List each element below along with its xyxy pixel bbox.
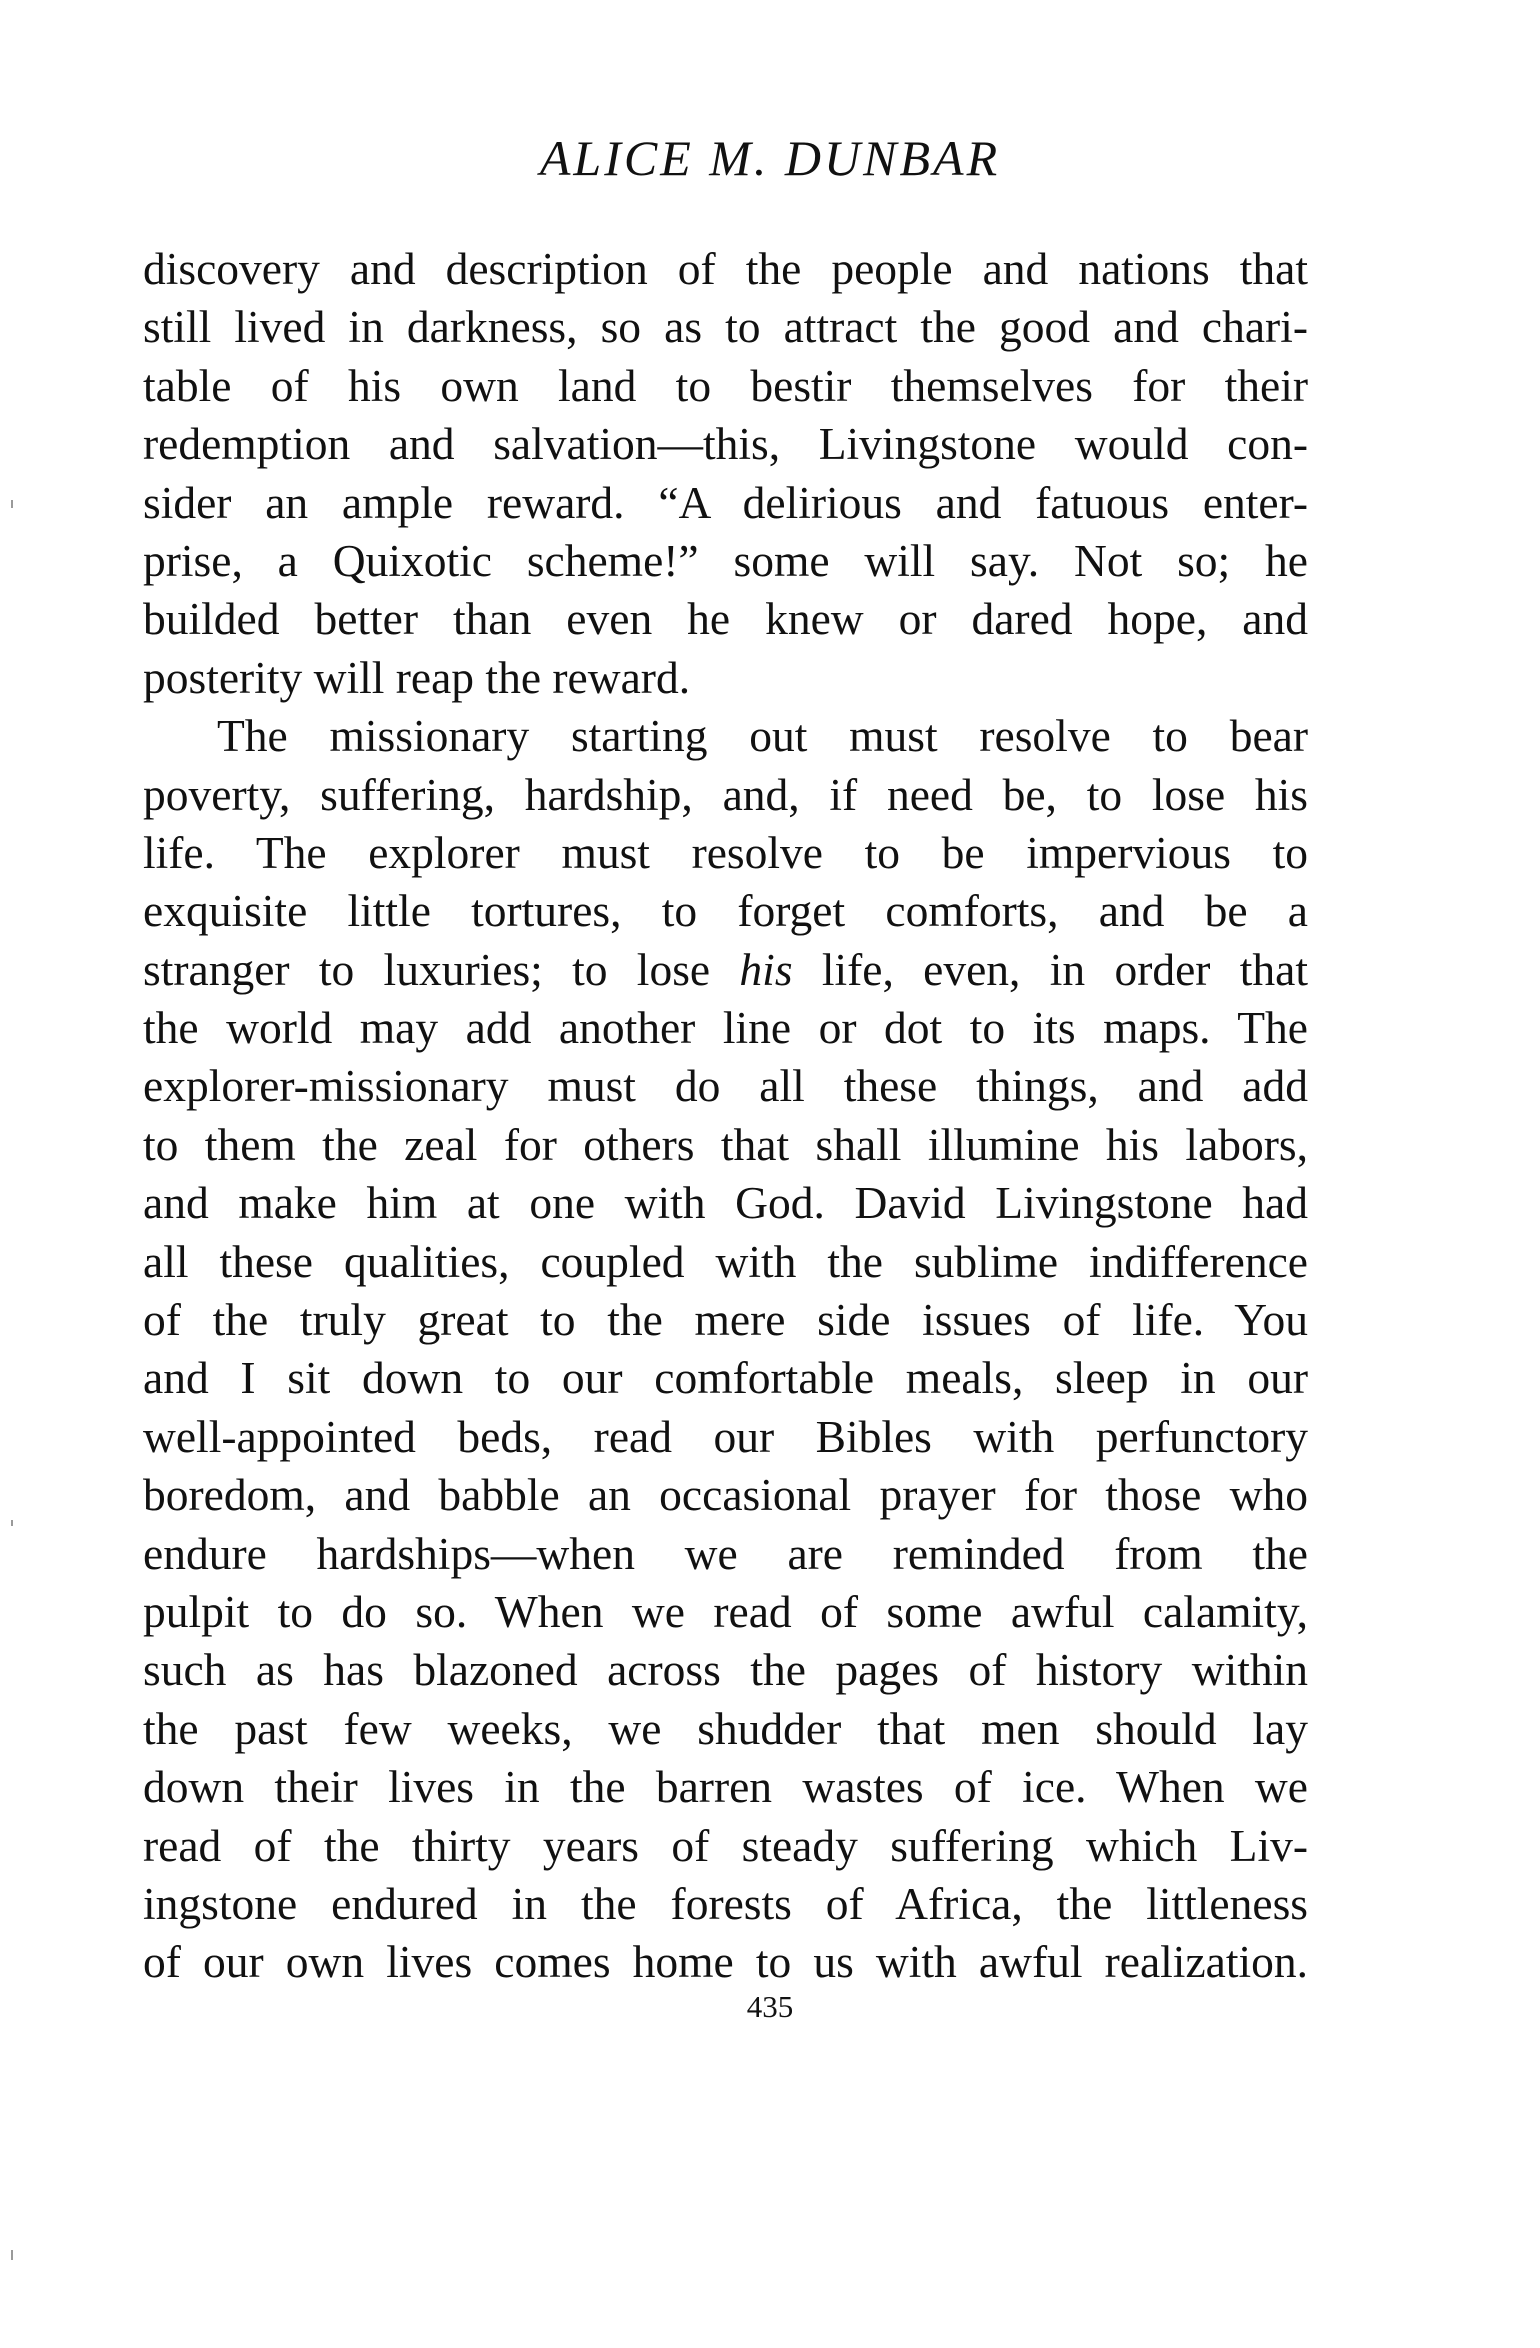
text-line: the past few weeks, we shudder that men should lay [143, 1702, 1308, 1754]
text-line: the world may add another line or dot to its maps. The [143, 1002, 1308, 1054]
text-line: well-appointed beds, read our Bibles with perfunctory [143, 1410, 1308, 1462]
text-segment: stranger to luxuries; to lose [143, 943, 740, 995]
scan-edge-mark [11, 500, 13, 508]
body-text [143, 240, 1308, 2109]
scan-edge-mark [11, 2250, 13, 2260]
text-line: and make him at one with God. David Livingstone had [143, 1177, 1308, 1229]
text-line: still lived in darkness, so as to attract the good and chari- [143, 301, 1308, 353]
text-line: of the truly great to the mere side issues of life. You [143, 1294, 1308, 1346]
text-line: poverty, suffering, hardship, and, if need be, to lose his [143, 768, 1308, 820]
text-line: The missionary starting out must resolve to bear [217, 710, 1308, 762]
text-line: builded better than even he knew or dared hope, and [143, 593, 1308, 645]
text-line: such as has blazoned across the pages of history within [143, 1644, 1308, 1696]
text-line: read of the thirty years of steady suffering which Liv- [143, 1819, 1308, 1871]
text-line: ingstone endured in the forests of Africa, the littleness [143, 1877, 1308, 1929]
text-line: endure hardships—when we are reminded from the [143, 1527, 1308, 1579]
italic-word: his [739, 943, 793, 995]
text-line: all these qualities, coupled with the sublime indifference [143, 1235, 1308, 1287]
text-line: prise, a Quixotic scheme!” some will say. Not so; he [143, 534, 1308, 586]
text-line: discovery and description of the people and nations that [143, 243, 1308, 294]
text-line: redemption and salvation—this, Livingstone would con- [143, 418, 1308, 470]
text-line: of our own lives comes home to us with awful realization. [143, 1936, 1308, 1988]
page-number: 435 [746, 1989, 794, 2024]
text-line: posterity will reap the reward. [143, 651, 691, 703]
text-line: and I sit down to our comfortable meals, sleep in our [143, 1352, 1308, 1404]
text-line: sider an ample reward. “A delirious and fatuous enter- [143, 476, 1308, 528]
text-line: exquisite little tortures, to forget comforts, and be a [143, 885, 1308, 937]
text-line [143, 2050, 1308, 2108]
text-line: down their lives in the barren wastes of ice. When we [143, 1761, 1308, 1813]
running-head: ALICE M. DUNBAR [539, 130, 1001, 186]
text-line: boredom, and babble an occasional prayer for those who [143, 1469, 1308, 1521]
text-line: life. The explorer must resolve to be impervious to [143, 826, 1308, 878]
scan-edge-mark [11, 1520, 13, 1526]
text-line: table of his own land to bestir themselves for their [143, 359, 1308, 411]
text-line [143, 941, 1308, 999]
text-line: pulpit to do so. When we read of some awful calamity, [143, 1585, 1308, 1637]
text-line: explorer-missionary must do all these things, and add [143, 1060, 1308, 1112]
text-line: to them the zeal for others that shall illumine his labors, [143, 1118, 1308, 1170]
text-segment: life, even, in order that [792, 943, 1308, 995]
